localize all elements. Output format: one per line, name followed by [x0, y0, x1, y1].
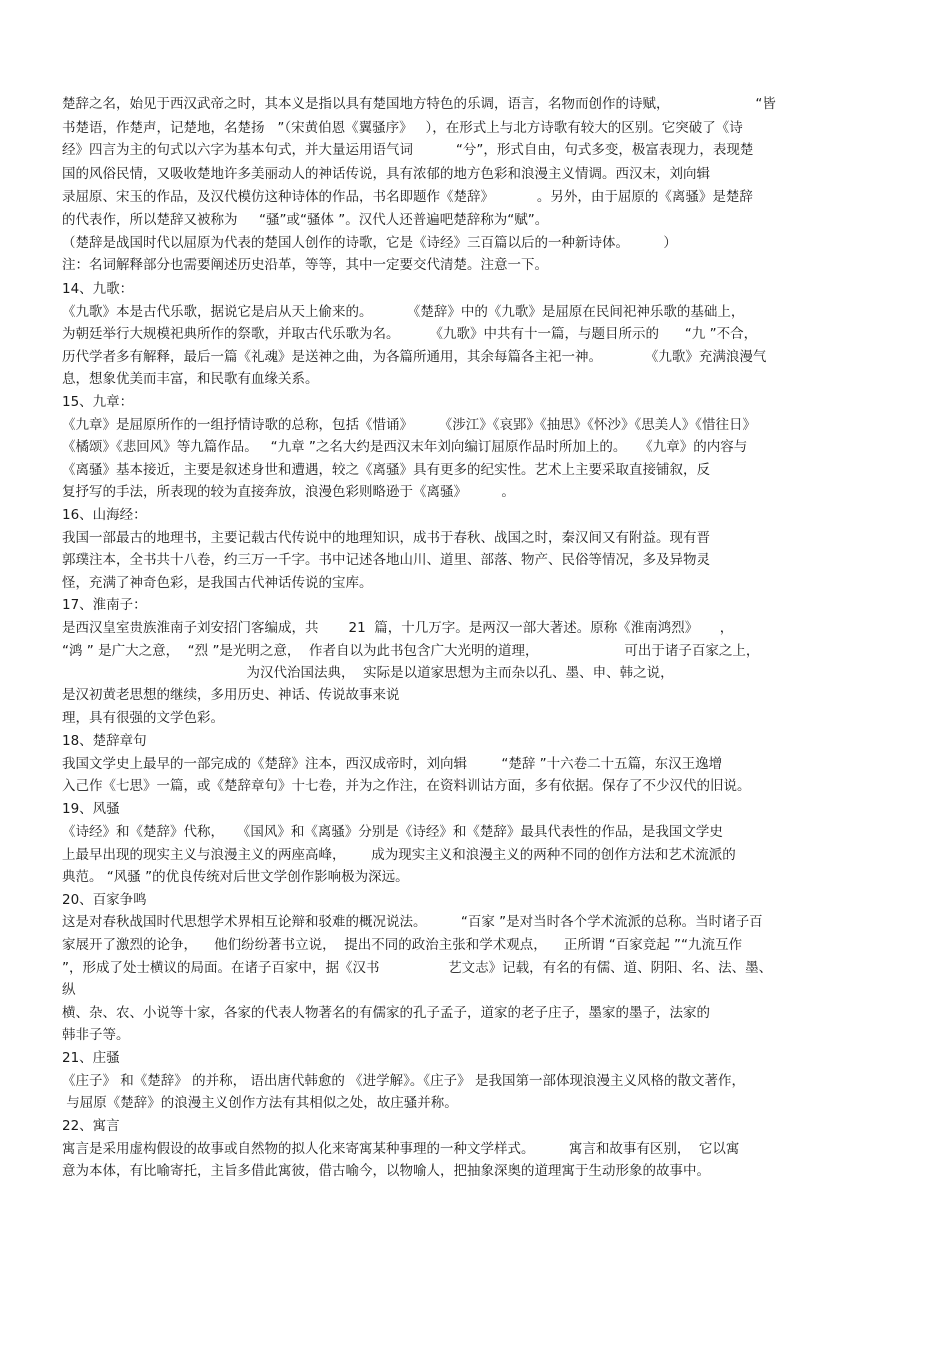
section-heading: 16、山海经：: [62, 507, 147, 523]
text-line: 理，具有很强的文学色彩。: [62, 710, 224, 726]
text-line: 录屈原、宋玉的作品，及汉代模仿这种诗体的作品，书名即题作《楚辞》 。另外，由于屈原的《离骚》是楚辞: [62, 189, 753, 205]
section-heading: 19、风骚: [62, 801, 120, 817]
text-line: 意为本体，有比喻寄托，主旨多借此寓彼，借古喻今，以物喻人，把抽象深奥的道理寓于生动形象的故事中。: [62, 1163, 710, 1179]
text-line: 经》四言为主的句式以六字为基本句式，并大量运用语气词 “兮”，形式自由，句式多变，极富表现力，表现楚: [62, 142, 754, 158]
text-line: 复抒写的手法，所表现的较为直接奔放，浪漫色彩则略逊于《离骚》 。: [62, 484, 515, 500]
section-heading: 21、庄骚: [62, 1050, 120, 1066]
text-line: 与屈原《楚辞》的浪漫主义创作方法有其相似之处，故庄骚并称。: [62, 1095, 458, 1111]
text-line: 入己作《七思》一篇，或《楚辞章句》十七卷，并为之作注，在资料训诂方面，多有依据。保存了不少汉代的旧说。: [62, 778, 751, 794]
text-line: 《九歌》本是古代乐歌，据说它是启从天上偷来的。 《楚辞》中的《九歌》是屈原在民间祀神乐歌的基础上，: [62, 304, 745, 320]
text-line: （楚辞是战国时代以屈原为代表的楚国人创作的诗歌，它是《诗经》三百篇以后的一种新诗体。 ）: [62, 235, 677, 251]
section-heading: 17、淮南子：: [62, 597, 147, 613]
text-line: 这是对春秋战国时代思想学术界相互论辩和驳难的概况说法。 “百家 ”是对当时各个学术流派的总称。当时诸子百: [62, 914, 763, 930]
text-line: 韩非子等。: [62, 1027, 130, 1043]
section-heading: 15、九章：: [62, 394, 134, 410]
text-line: 横、杂、农、小说等十家，各家的代表人物著名的有儒家的孔子孟子，道家的老子庄子，墨家的墨子，法家的: [62, 1005, 710, 1021]
text-line: 寓言是采用虚构假设的故事或自然物的拟人化来寄寓某种事理的一种文学样式。 寓言和故事有区别， 它以寓: [62, 1141, 740, 1157]
text-line: 上最早出现的现实主义与浪漫主义的两座高峰， 成为现实主义和浪漫主义的两种不同的创作方法和艺术流派的: [62, 847, 736, 863]
text-line: 典范。 “风骚 ”的优良传统对后世文学创作影响极为深远。: [62, 869, 409, 885]
section-heading: 22、寓言: [62, 1118, 120, 1134]
text-line: 纵: [62, 982, 76, 998]
text-line: 注：名词解释部分也需要阐述历史沿革，等等，其中一定要交代清楚。注意一下。: [62, 257, 548, 273]
text-line: 为汉代治国法典， 实际是以道家思想为主而杂以孔、墨、申、韩之说，: [62, 665, 674, 681]
text-line: 为朝廷举行大规模祀典所作的祭歌，并取古代乐歌为名。 《九歌》中共有十一篇，与题目所示的 “九 ”不合，: [62, 326, 758, 342]
text-line: 的代表作，所以楚辞又被称为 “骚”或“骚体 ”。汉代人还普遍吧楚辞称为“赋”。: [62, 212, 549, 228]
text-line: 是西汉皇室贵族淮南子刘安招门客编成，共 21 篇，十几万字。是两汉一部大著述。原称《淮南鸿烈》 ，: [62, 620, 734, 636]
section-heading: 20、百家争鸣: [62, 892, 147, 908]
text-line: “鸿 ” 是广大之意， “烈 ”是光明之意， 作者自以为此书包含广大光明的道理， 可出于诸子百家之上，: [62, 643, 760, 659]
text-line: 息，想象优美而丰富，和民歌有血缘关系。: [62, 371, 319, 387]
text-line: 书楚语，作楚声，记楚地，名楚扬 ”（宋黄伯恩《翼骚序》 ），在形式上与北方诗歌有较大的区别。它突破了《诗: [62, 120, 743, 136]
text-line: 郭璞注本，全书共十八卷，约三万一千字。书中记述各地山川、道里、部落、物产、民俗等情况，多及异物灵: [62, 552, 710, 568]
section-heading: 18、楚辞章句: [62, 733, 147, 749]
text-line: 楚辞之名，始见于西汉武帝之时，其本义是指以具有楚国地方特色的乐调，语言，名物而创作的诗赋， “皆: [62, 96, 776, 112]
text-line: 《离骚》基本接近，主要是叙述身世和遭遇，较之《离骚》具有更多的纪实性。艺术上主要采取直接铺叙，反: [62, 462, 710, 478]
text-line: 国的风俗民情，又吸收楚地许多美丽动人的神话传说，具有浓郁的地方色彩和浪漫主义情调。西汉末，刘向辑: [62, 166, 710, 182]
text-line: 家展开了激烈的论争， 他们纷纷著书立说， 提出不同的政治主张和学术观点， 正所谓 “百家竞起 ”“九流互作: [62, 937, 742, 953]
text-line: 是汉初黄老思想的继续，多用历史、神话、传说故事来说: [62, 687, 400, 703]
text-line: 怪，充满了神奇色彩，是我国古代神话传说的宝库。: [62, 575, 373, 591]
text-line: 《橘颂》《悲回风》等九篇作品。 “九章 ”之名大约是西汉末年刘向编订屈原作品时所加上的。 《九章》的内容与: [62, 439, 748, 455]
text-line: 《诗经》和《楚辞》代称， 《国风》和《离骚》分别是《诗经》和《楚辞》最具代表性的作品，是我国文学史: [62, 824, 723, 840]
text-line: 《庄子》 和《楚辞》 的并称， 语出唐代韩愈的 《进学解》。《庄子》 是我国第一部体现浪漫主义风格的散文著作，: [62, 1073, 745, 1089]
text-line: 我国文学史上最早的一部完成的《楚辞》注本，西汉成帝时，刘向辑 “楚辞 ”十六卷二十五篇，东汉王逸增: [62, 756, 723, 772]
text-line: 历代学者多有解释，最后一篇《礼魂》是送神之曲，为各篇所通用，其余每篇各主祀一神。 《九歌》充满浪漫气: [62, 349, 767, 365]
text-line: 我国一部最古的地理书，主要记载古代传说中的地理知识，成书于春秋、战国之时，秦汉间又有附益。现有晋: [62, 530, 710, 546]
text-line: 《九章》是屈原所作的一组抒情诗歌的总称，包括《惜诵》 《涉江》《哀郢》《抽思》《怀沙》《思美人》《惜往日》: [62, 417, 756, 433]
section-heading: 14、九歌：: [62, 281, 134, 297]
text-line: ”，形成了处士横议的局面。在诸子百家中，据《汉书 艺文志》记载，有名的有儒、道、阴阳、名、法、墨、: [62, 960, 773, 976]
